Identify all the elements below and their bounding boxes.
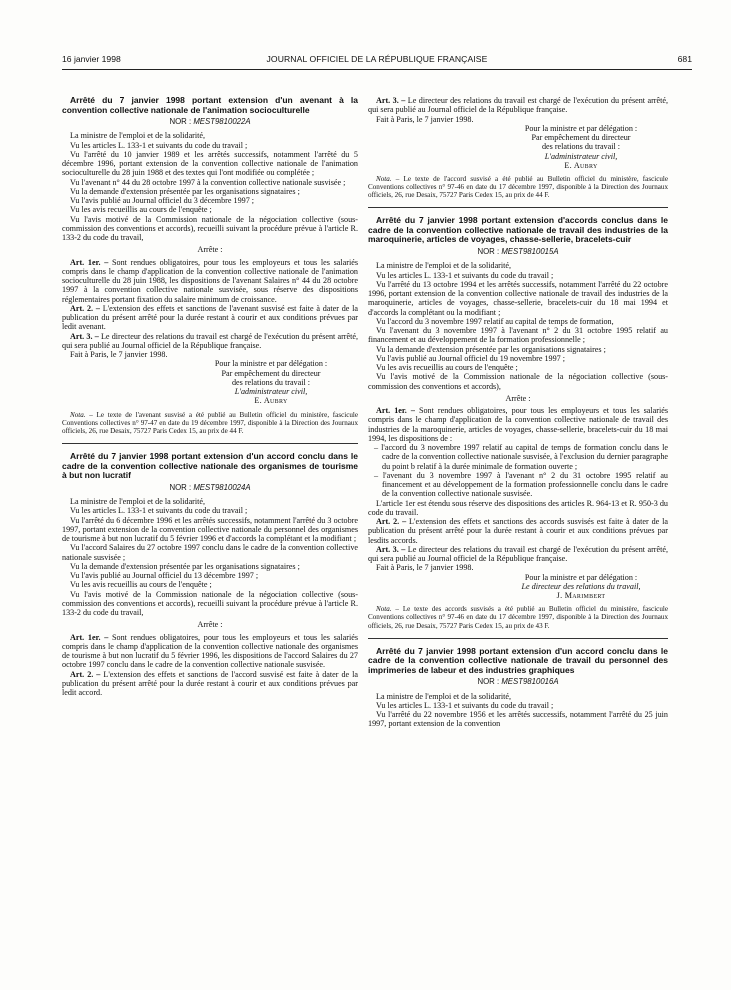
article-lead: Art. 2. – <box>70 669 101 679</box>
header-date: 16 janvier 1998 <box>62 54 121 64</box>
paragraph: Vu l'avis publié au Journal officiel du 3 décembre 1997 ; <box>70 196 255 206</box>
article-lead: Art. 1er. – <box>376 406 415 416</box>
article-text: Sont rendues obligatoires, pour tous les employeurs et tous les salariés compris dans le champ d'application de la convention collective nationale de travail des industries de la maroquinerie, articles de voyages, chasse-sellerie, bracelets-cuir du 18 mai 1994, les dispositions de : <box>368 406 669 443</box>
done-at: Fait à Paris, le 7 janvier 1998. <box>70 350 168 360</box>
done-at: Fait à Paris, le 7 janvier 1998. <box>376 563 474 573</box>
paragraph: La ministre de l'emploi et de la solidarité, <box>376 261 512 271</box>
nota <box>62 411 358 435</box>
signature-line: Pour la ministre et par délégation : <box>524 572 638 582</box>
article-2 <box>62 670 358 698</box>
article-text: L'extension des effets et sanctions de l'avenant susvisé est faite à dater de la publication du présent arrêté pour la durée restant à courir et aux conditions prévues par ledit avenant. <box>62 303 359 332</box>
nota-lead: Nota. – <box>376 605 399 614</box>
signature-line: des relations du travail : <box>231 377 311 387</box>
decree-title: Arrêté du 7 janvier 1998 portant extension d'un accord conclu dans le cadre de la convention collective nationale de travail du personnel des imprimeries de labeur et des industries graphiques <box>368 645 668 675</box>
decree-separator <box>368 638 668 639</box>
signature-line: Par empêchement du directeur <box>531 133 631 142</box>
signature-block <box>184 359 358 405</box>
paragraph: Vu l'arrêté du 10 janvier 1989 et les arrêtés successifs, notamment l'arrêté du 5 décembre 1996, portant extension de la convention collective nationale de l'animation socioculturelle du 28 juin 1988 et des textes qui l'ont modifiée ou complétée ; <box>62 149 358 178</box>
signatory-name: E. Aubry <box>254 396 288 406</box>
paragraph: Vu les avis recueillis au cours de l'enquête ; <box>70 580 212 590</box>
paragraph: Vu les articles L. 133-1 et suivants du code du travail ; <box>70 506 248 516</box>
nor-label: NOR : <box>477 247 500 257</box>
paragraph: Vu les articles L. 133-1 et suivants du code du travail ; <box>376 270 554 280</box>
signatory-role: L'administrateur civil, <box>544 151 618 161</box>
article-text: Le directeur des relations du travail est chargé de l'exécution du présent arrêté, qui sera publié au Journal officiel de la République française. <box>62 331 359 350</box>
nota-text: Le texte de l'accord susvisé a été publié au Bulletin officiel du ministère, fascicule Conventions collectives n° 97-46 en date du 17 décembre 1997, disponible à la Direction des Journaux officiels, 26, rue Desaix, 75727 Paris Cedex 15, au prix de 44 F. <box>368 175 669 200</box>
header-journal-title: JOURNAL OFFICIEL DE LA RÉPUBLIQUE FRANÇAISE <box>266 54 488 64</box>
article-lead: Art. 3. – <box>376 544 406 554</box>
article-text: Sont rendues obligatoires, pour tous les employeurs et tous les salariés compris dans le champ d'application de la convention collective nationale de l'animation socioculturelle du 28 juin 1988, les dispositions de l'avenant Salaires n° 44 du 28 octobre 1997 à la convention collective nationale susvisée, sous réserve des dispositions réglementaires portant fixation du salaire minimum de croissance. <box>62 257 359 304</box>
paragraph: Vu l'avis motivé de la Commission nationale de la négociation collective (sous-commission des conventions et accords), <box>368 372 668 391</box>
nota <box>368 605 668 629</box>
paragraph: Vu l'arrêté du 22 novembre 1956 et les arrêtés successifs, notamment l'arrêté du 25 juin 1997, portant extension de la convention <box>368 710 668 729</box>
paragraph: Vu la demande d'extension présentée par les organisations signataires ; <box>376 344 606 354</box>
nota-lead: Nota. – <box>70 410 93 419</box>
signatory-name: E. Aubry <box>564 160 598 170</box>
signature-block <box>494 573 668 601</box>
nor-reference <box>62 483 358 492</box>
nor-label: NOR : <box>169 482 192 492</box>
signature-line: Pour la ministre et par délégation : <box>214 359 328 369</box>
article-lead: Art. 1er. – <box>70 257 109 267</box>
header-rule <box>62 69 692 70</box>
signatory-role: Le directeur des relations du travail, <box>521 581 641 591</box>
paragraph: Vu l'arrêté du 6 décembre 1996 et les arrêtés successifs, notamment l'arrêté du 3 octobre 1997, portant extension de la convention collective nationale du personnel des organismes de tourisme à but non lucratif du 5 février 1996 et d'accords la complétant et la modifiant ; <box>62 515 358 543</box>
article-text: Sont rendues obligatoires, pour tous les employeurs et tous les salariés compris dans le champ d'application de la convention collective nationale des organismes de tourisme à but non lucratif du 5 février 1996, les dispositions de l'accord Salaires du 27 octobre 1997 conclu dans le cadre de la convention collective nationale susvisée. <box>62 632 359 670</box>
decree-title: Arrêté du 7 janvier 1998 portant extension d'un avenant à la convention collective nationale de l'animation socioculturelle <box>62 95 358 115</box>
decree-separator <box>62 443 358 444</box>
paragraph: Vu l'avenant du 3 novembre 1997 à l'avenant n° 2 du 31 octobre 1995 relatif au financement et au développement de la formation professionnelle ; <box>368 326 668 345</box>
article-lead: Art. 2. – <box>376 517 407 527</box>
article-1-reservation: L'article 1er est étendu sous réserve des dispositions des articles R. 964-13 et R. 950-3 du code du travail. <box>368 498 668 517</box>
decree-imprimeries-labeur <box>368 647 668 729</box>
article-3 <box>62 332 358 351</box>
article-3 <box>368 545 668 564</box>
article-3 <box>368 96 668 115</box>
article-lead: Art. 1er. – <box>70 632 109 642</box>
decree-organismes-tourisme <box>62 452 358 697</box>
arrete-heading: Arrête : <box>197 245 223 255</box>
article-lead: Art. 2. – <box>70 303 100 313</box>
paragraph: La ministre de l'emploi et de la solidarité, <box>376 691 512 701</box>
decree-maroquinerie <box>368 216 668 629</box>
paragraph: La ministre de l'emploi et de la solidarité, <box>70 497 206 506</box>
article-text: L'extension des effets et sanctions des accords susvisés est faite à dater de la publication du présent arrêté pour la durée restant à courir et aux conditions prévues par lesdits accords. <box>368 517 669 545</box>
signature-line: Par empêchement du directeur <box>221 368 321 378</box>
nor-reference <box>368 247 668 256</box>
nor-code: MEST9810024A <box>193 482 251 492</box>
paragraph: Vu l'accord du 3 novembre 1997 relatif au capital de temps de formation, <box>376 316 614 326</box>
done-at: Fait à Paris, le 7 janvier 1998. <box>376 114 474 124</box>
article-1 <box>368 406 668 443</box>
article-1 <box>62 633 358 670</box>
running-header <box>62 54 692 68</box>
left-column <box>62 96 358 697</box>
arrete-heading: Arrête : <box>505 393 531 403</box>
list-item: – l'avenant du 3 novembre 1997 à l'avenant n° 2 du 31 octobre 1995 relatif au financement et au développement de la formation professionnelle conclu dans le cadre de la convention collective nationale susvisée. <box>374 470 668 499</box>
nor-code: MEST9810022A <box>193 117 251 127</box>
paragraph: Vu les articles L. 133-1 et suivants du code du travail ; <box>376 700 554 710</box>
nota-text: Le texte des accords susvisés a été publié au Bulletin officiel du ministère, fascicule Conventions collectives n° 97-46 en date du 17 décembre 1997, disponible à la Direction des Journaux officiels, 26, rue Desaix, 75727 Paris Cedex 15, au prix de 43 F. <box>368 605 668 630</box>
signatory-name: J. Marimbert <box>556 591 606 601</box>
paragraph: La ministre de l'emploi et de la solidarité, <box>70 131 206 141</box>
nor-code: MEST9810016A <box>501 677 559 687</box>
decree-title: Arrêté du 7 janvier 1998 portant extension d'un accord conclu dans le cadre de la convention collective nationale des organismes de tourisme à but non lucratif <box>62 450 358 481</box>
paragraph: Vu l'avis publié au Journal officiel du 19 novembre 1997 ; <box>376 353 566 363</box>
nor-code: MEST9810015A <box>501 247 559 257</box>
paragraph: Vu la demande d'extension présentée par les organisations signataires ; <box>70 561 300 571</box>
signature-block <box>494 124 668 170</box>
paragraph: Vu les avis recueillis au cours de l'enquête ; <box>70 205 212 215</box>
arrete-heading: Arrête : <box>197 620 223 630</box>
article-text: Le directeur des relations du travail est chargé de l'exécution du présent arrêté, qui sera publié au Journal officiel de la République française. <box>368 96 669 115</box>
decree-animation-socioculturelle <box>62 96 358 435</box>
paragraph: Vu l'avis motivé de la Commission nationale de la négociation collective (sous-commission des conventions et accords), recueilli suivant la procédure prévue à l'article R. 133-2 du code du travail, <box>62 589 358 617</box>
list-item: – l'accord du 3 novembre 1997 relatif au capital de temps de formation conclu dans le cadre de la convention collective nationale susvisée, à l'exclusion du dernier paragraphe du point b relatif à la durée minimale de formation ouverte ; <box>374 443 668 471</box>
header-page-number: 681 <box>677 54 692 64</box>
paragraph: Vu l'avis publié au Journal officiel du 13 décembre 1997 ; <box>70 571 259 580</box>
decree-title: Arrêté du 7 janvier 1998 portant extension d'accords conclus dans le cadre de la convention collective nationale de travail des industries de la maroquinerie, articles de voyages, chasse-sellerie, bracelets-cuir <box>368 215 668 245</box>
article-lead: Art. 3. – <box>70 331 99 341</box>
paragraph: Vu la demande d'extension présentée par les organisations signataires ; <box>70 186 300 196</box>
article-1 <box>62 258 358 304</box>
paragraph: Vu l'accord Salaires du 27 octobre 1997 conclu dans le cadre de la convention collective nationale susvisée ; <box>62 543 358 562</box>
nota-text: Le texte de l'avenant susvisé a été publié au Bulletin officiel du ministère, fascicule Conventions collectives n° 97-47 en date du 19 décembre 1997, disponible à la Direction des Journaux officiels, 26, rue Desaix, 75727 Paris Cedex 15, au prix de 44 F. <box>62 410 359 435</box>
article-2 <box>368 517 668 545</box>
paragraph: Vu l'avenant n° 44 du 28 octobre 1997 à la convention collective nationale susvisée ; <box>70 177 346 187</box>
decree-separator <box>368 207 668 208</box>
paragraph: Vu l'avis motivé de la Commission nationale de la négociation collective (sous-commission des conventions et accords), recueilli suivant la procédure prévue à l'article R. 133-2 du code du travail, <box>62 214 358 243</box>
article-2 <box>62 304 358 332</box>
article-lead: Art. 3. – <box>376 96 406 105</box>
signatory-role: L'administrateur civil, <box>234 387 308 397</box>
nor-reference <box>62 117 358 126</box>
nor-label: NOR : <box>477 677 500 687</box>
nor-label: NOR : <box>169 117 192 127</box>
right-column <box>368 96 668 729</box>
decree-tourisme-continued <box>368 96 668 199</box>
paragraph: Vu les articles L. 133-1 et suivants du code du travail ; <box>70 140 248 150</box>
article-text: L'extension des effets et sanctions de l'accord susvisé est faite à dater de la publication du présent arrêté pour la durée restant à courir et aux conditions prévues par ledit accord. <box>62 669 359 697</box>
paragraph: Vu l'arrêté du 13 octobre 1994 et les arrêtés successifs, notamment l'arrêté du 22 octobre 1996, portant extension de la convention collective nationale de travail des industries de la maroquinerie, articles de voyages, chasse-sellerie, bracelets-cuir du 18 mai 1994 et d'accords la complétant ou la modifiant ; <box>368 279 668 317</box>
signature-line: Pour la ministre et par délégation : <box>524 123 638 133</box>
paragraph: Vu les avis recueillis au cours de l'enquête ; <box>376 363 518 373</box>
nor-reference <box>368 677 668 686</box>
signature-line: des relations du travail : <box>541 142 621 152</box>
article-text: Le directeur des relations du travail est chargé de l'exécution du présent arrêté, qui sera publié au Journal officiel de la République française. <box>368 544 669 564</box>
nota-lead: Nota. – <box>376 175 400 183</box>
nota <box>368 175 668 199</box>
